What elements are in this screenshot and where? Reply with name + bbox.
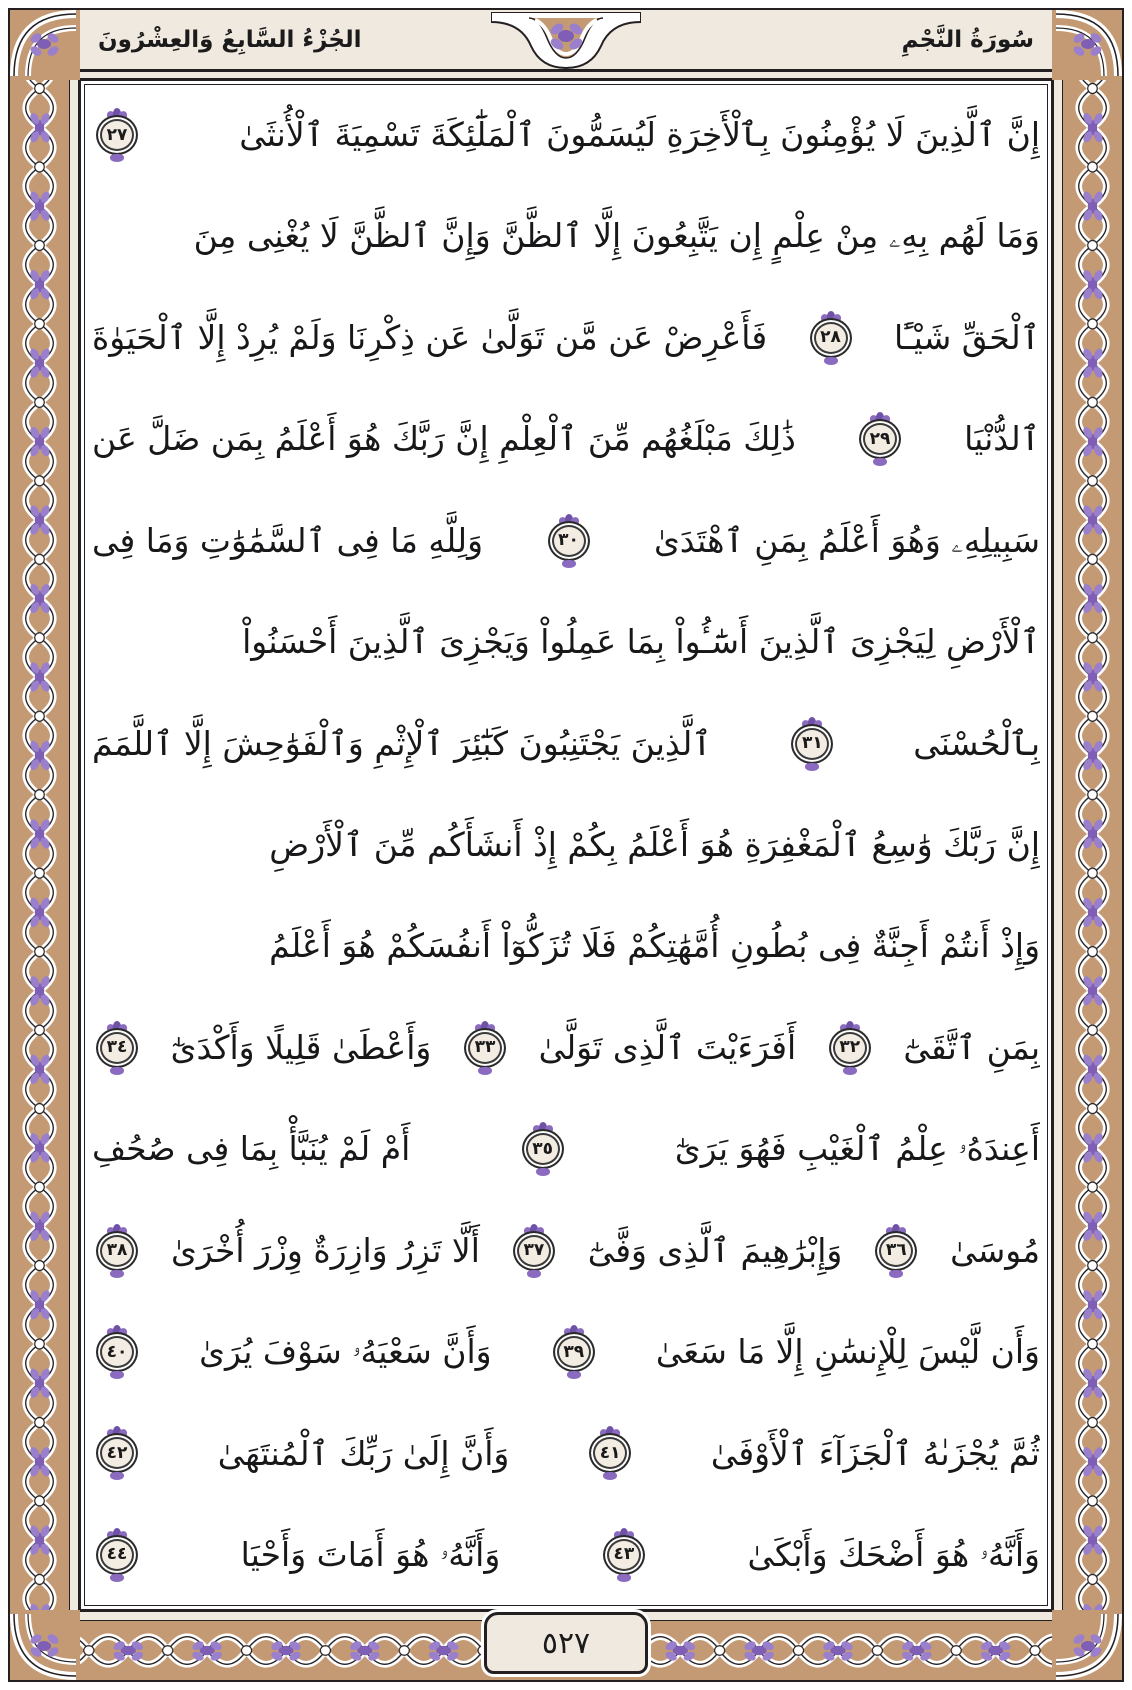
quran-text-segment: ٱلدُّنْيَا — [964, 419, 1040, 459]
verse-number: ٣٤ — [106, 1037, 128, 1058]
quran-text-segment: وَإِذْ أَنتُمْ أَجِنَّةٌ فِى بُطُونِ أُمَّهَٰتِكُمْ فَلَا تُزَكُّوٓاْ أَنفُسَكُمْ هُوَ أَعْلَمُ — [269, 926, 1040, 966]
quran-text-segment: وَأَنَّ إِلَىٰ رَبِّكَ ٱلْمُنتَهَىٰ — [217, 1433, 510, 1473]
verse-number-marker[interactable] — [810, 314, 852, 362]
verse-number-marker[interactable] — [96, 1227, 138, 1275]
medallion-icon — [491, 12, 641, 70]
quran-line — [92, 197, 1040, 275]
quran-text-segment: وَلِلَّهِ مَا فِى ٱلسَّمَٰوَٰتِ وَمَا فِى — [92, 520, 484, 560]
quran-line — [92, 806, 1040, 884]
verse-number: ٢٩ — [869, 428, 891, 449]
verse-number: ٣١ — [802, 733, 823, 754]
verse-number-marker[interactable] — [96, 1024, 138, 1072]
marker-foot-icon — [805, 763, 819, 771]
quran-line — [92, 1313, 1040, 1391]
header-medallion — [491, 12, 641, 70]
marker-foot-icon — [110, 1270, 124, 1278]
quran-text-segment: وَأَنَّهُۥ هُوَ أَمَاتَ وَأَحْيَا — [240, 1534, 501, 1574]
quran-line — [92, 1516, 1040, 1594]
verse-number-marker[interactable] — [603, 1531, 645, 1579]
verse-number-marker[interactable] — [548, 517, 590, 565]
marker-foot-icon — [110, 1574, 124, 1582]
verse-number: ٣٥ — [532, 1138, 553, 1159]
quran-line — [92, 1414, 1040, 1492]
quran-text-body — [92, 96, 1040, 1594]
verse-number: ٣٣ — [474, 1037, 496, 1058]
marker-foot-icon — [562, 560, 576, 568]
quran-line — [92, 1110, 1040, 1188]
verse-number: ٣٧ — [523, 1240, 545, 1261]
quran-text-segment: وَأَنَّهُۥ هُوَ أَضْحَكَ وَأَبْكَىٰ — [747, 1534, 1040, 1574]
verse-number: ٣٠ — [558, 530, 579, 551]
marker-foot-icon — [110, 154, 124, 162]
verse-number: ٢٧ — [106, 124, 128, 145]
verse-number-marker[interactable] — [553, 1328, 595, 1376]
page-header — [72, 10, 1060, 72]
quran-text-segment: ذَٰلِكَ مَبْلَغُهُم مِّنَ ٱلْعِلْمِ إِنَّ رَبَّكَ هُوَ أَعْلَمُ بِمَن ضَلَّ عَن — [92, 419, 796, 459]
quran-line — [92, 1009, 1040, 1087]
marker-foot-icon — [110, 1472, 124, 1480]
quran-text-segment: بِمَنِ ٱتَّقَىٰٓ — [903, 1027, 1040, 1067]
verse-number: ٤٠ — [106, 1341, 128, 1362]
verse-number-marker[interactable] — [96, 1429, 138, 1477]
border-band-left — [10, 10, 72, 1680]
marker-foot-icon — [110, 1371, 124, 1379]
verse-number-marker[interactable] — [96, 1328, 138, 1376]
verse-number: ٤٢ — [106, 1442, 128, 1463]
verse-number-marker[interactable] — [96, 111, 138, 159]
verse-number-marker[interactable] — [522, 1125, 564, 1173]
border-band-right — [1060, 10, 1122, 1680]
marker-foot-icon — [527, 1270, 541, 1278]
arabesque-pattern-right — [1063, 10, 1122, 1680]
verse-number-marker[interactable] — [791, 720, 833, 768]
quran-text-segment: وَمَا لَهُم بِهِۦ مِنْ عِلْمٍ إِن يَتَّبِعُونَ إِلَّا ٱلظَّنَّ وَإِنَّ ٱلظَّنَّ لَا يُغْنِى مِنَ — [193, 216, 1040, 256]
verse-number-marker[interactable] — [875, 1227, 917, 1275]
quran-text-segment: أَعِندَهُۥ عِلْمُ ٱلْغَيْبِ فَهُوَ يَرَىٰٓ — [674, 1129, 1040, 1169]
verse-number-marker[interactable] — [464, 1024, 506, 1072]
verse-number-marker[interactable] — [859, 415, 901, 463]
verse-number-marker[interactable] — [589, 1429, 631, 1477]
verse-number: ٣٢ — [839, 1037, 861, 1058]
verse-number: ٣٨ — [106, 1240, 128, 1261]
marker-foot-icon — [603, 1472, 617, 1480]
quran-text-segment: ثُمَّ يُجْزَىٰهُ ٱلْجَزَآءَ ٱلْأَوْفَىٰ — [710, 1433, 1040, 1473]
quran-text-segment: أَلَّا تَزِرُ وَازِرَةٌ وِزْرَ أُخْرَىٰ — [170, 1230, 480, 1270]
quran-text-segment: سَبِيلِهِۦ وَهُوَ أَعْلَمُ بِمَنِ ٱهْتَدَىٰ — [653, 520, 1040, 560]
quran-text-segment: ٱلَّذِينَ يَجْتَنِبُونَ كَبَٰٓئِرَ ٱلْإِثْمِ وَٱلْفَوَٰحِشَ إِلَّا ٱللَّمَمَ — [92, 723, 712, 763]
quran-line — [92, 705, 1040, 783]
verse-number: ٤١ — [599, 1442, 621, 1463]
verse-number: ٢٨ — [820, 327, 841, 348]
quran-line — [92, 502, 1040, 580]
quran-line — [92, 907, 1040, 985]
marker-foot-icon — [824, 357, 838, 365]
verse-number-marker[interactable] — [96, 1531, 138, 1579]
quran-text-segment: وَأَنَّ سَعْيَهُۥ سَوْفَ يُرَىٰ — [199, 1332, 492, 1372]
marker-foot-icon — [536, 1168, 550, 1176]
quran-text-segment: إِنَّ ٱلَّذِينَ لَا يُؤْمِنُونَ بِٱلْأَخِرَةِ لَيُسَمُّونَ ٱلْمَلَٰٓئِكَةَ تَسْمِيَةَ ٱلْأُنثَىٰ — [239, 115, 1040, 155]
marker-foot-icon — [110, 1067, 124, 1075]
page-number: ٥٢٧ — [541, 1625, 591, 1661]
quran-line — [92, 299, 1040, 377]
quran-text-segment: وَإِبْرَٰهِيمَ ٱلَّذِى وَفَّىٰٓ — [587, 1230, 843, 1270]
quran-line — [92, 96, 1040, 174]
verse-number: ٤٤ — [106, 1544, 128, 1565]
verse-number: ٤٣ — [613, 1544, 635, 1565]
quran-text-segment: ٱلْأَرْضِ لِيَجْزِىَ ٱلَّذِينَ أَسَٰٓـُٔواْ بِمَا عَمِلُواْ وَيَجْزِىَ ٱلَّذِينَ أَحْسَنُواْ — [242, 622, 1040, 662]
quran-text-segment: فَأَعْرِضْ عَن مَّن تَوَلَّىٰ عَن ذِكْرِنَا وَلَمْ يُرِدْ إِلَّا ٱلْحَيَوٰةَ — [92, 317, 768, 357]
verse-number: ٣٦ — [885, 1240, 907, 1261]
quran-text-segment: بِٱلْحُسْنَى — [913, 723, 1040, 763]
marker-foot-icon — [567, 1371, 581, 1379]
surah-label: سُورَةُ النَّجْمِ — [901, 26, 1034, 53]
quran-text-segment: مُوسَىٰ — [950, 1230, 1040, 1270]
quran-text-segment: أَمْ لَمْ يُنَبَّأْ بِمَا فِى صُحُفِ — [92, 1129, 411, 1169]
quran-line — [92, 603, 1040, 681]
marker-foot-icon — [478, 1067, 492, 1075]
juz-label: الجُزْءُ السَّابِعُ وَالعِشْرُونَ — [98, 26, 362, 53]
verse-number: ٣٩ — [563, 1341, 585, 1362]
quran-text-segment: ٱلْحَقِّ شَيْـًٔا — [893, 317, 1040, 357]
page-number-cartouche — [484, 1612, 648, 1674]
verse-number-marker[interactable] — [513, 1227, 555, 1275]
quran-text-segment: أَفَرَءَيْتَ ٱلَّذِى تَوَلَّىٰ — [538, 1027, 797, 1067]
arabesque-pattern-left — [10, 10, 69, 1680]
marker-foot-icon — [843, 1067, 857, 1075]
quran-line — [92, 400, 1040, 478]
quran-text-segment: وَأَعْطَىٰ قَلِيلًا وَأَكْدَىٰٓ — [170, 1027, 432, 1067]
quran-text-segment: إِنَّ رَبَّكَ وَٰسِعُ ٱلْمَغْفِرَةِ هُوَ أَعْلَمُ بِكُمْ إِذْ أَنشَأَكُم مِّنَ ٱلْأَرْضِ — [269, 824, 1040, 864]
marker-foot-icon — [617, 1574, 631, 1582]
quran-text-segment: وَأَن لَّيْسَ لِلْإِنسَٰنِ إِلَّا مَا سَعَىٰ — [655, 1332, 1040, 1372]
marker-foot-icon — [889, 1270, 903, 1278]
quran-line — [92, 1212, 1040, 1290]
verse-number-marker[interactable] — [829, 1024, 871, 1072]
marker-foot-icon — [873, 458, 887, 466]
